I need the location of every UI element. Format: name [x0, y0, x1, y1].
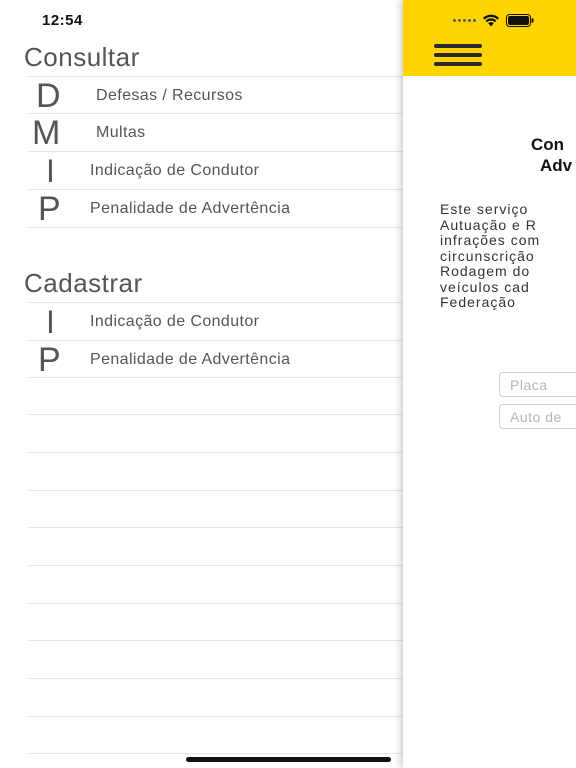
description-line: circunscrição: [440, 247, 535, 264]
menu-item-label: Multas: [96, 124, 146, 141]
menu-item-letter: D: [36, 77, 61, 115]
menu-item-label: Indicação de Condutor: [90, 313, 260, 330]
hamburger-icon[interactable]: [434, 44, 482, 70]
menu-empty-row: [28, 377, 403, 415]
menu-item-letter: P: [38, 341, 61, 379]
menu-item-label: Penalidade de Advertência: [90, 351, 291, 368]
menu-item-label: Defesas / Recursos: [96, 87, 243, 104]
service-description: [440, 202, 576, 311]
menu-item-cadastrar-indicacao[interactable]: [28, 302, 403, 340]
menu-item-consultar-penalidade[interactable]: [28, 189, 403, 227]
page-title-line: Con: [531, 135, 565, 154]
description-line: infrações com: [440, 232, 541, 248]
menu-empty-row: [28, 603, 403, 641]
menu-empty-row: [28, 527, 403, 565]
menu-item-consultar-multas[interactable]: [28, 113, 403, 151]
menu-item-letter: P: [38, 190, 61, 228]
home-indicator: [186, 757, 391, 762]
menu-item-letter: I: [46, 153, 55, 189]
description-line: veículos cad: [440, 278, 530, 295]
menu-item-letter: I: [46, 304, 55, 340]
placa-input[interactable]: [499, 372, 576, 397]
menu-item-cadastrar-penalidade[interactable]: [28, 340, 403, 378]
signal-icon: [453, 19, 476, 22]
section-title-consultar: Consultar: [24, 42, 140, 72]
description-line: Autuação e R: [440, 216, 537, 233]
menu-empty-row: [28, 490, 403, 528]
menu-empty-row: [28, 716, 403, 754]
menu-item-consultar-defesas[interactable]: [28, 76, 403, 114]
top-app-bar: [403, 0, 576, 76]
main-content: [403, 0, 576, 768]
menu-spacer-row: [28, 227, 403, 265]
menu-empty-row: [28, 414, 403, 452]
description-line: Este serviço: [440, 201, 529, 217]
menu-item-label: Indicação de Condutor: [90, 162, 260, 179]
section-title-cadastrar: Cadastrar: [24, 268, 143, 298]
menu-empty-row: [28, 452, 403, 490]
page-title: [531, 134, 576, 176]
wifi-icon: [482, 14, 500, 27]
menu-item-consultar-indicacao[interactable]: [28, 151, 403, 189]
battery-icon: [506, 14, 534, 27]
menu-item-letter: M: [32, 114, 61, 152]
menu-item-label: Penalidade de Advertência: [90, 200, 291, 217]
auto-infracao-input[interactable]: [499, 404, 576, 429]
menu-empty-row: [28, 678, 403, 716]
menu-empty-row: [28, 565, 403, 603]
page-title-line: Adv: [540, 156, 573, 175]
description-line: Rodagem do: [440, 263, 531, 279]
description-line: Federação: [440, 294, 516, 310]
menu-empty-row: [28, 640, 403, 678]
status-time: 12:54: [42, 12, 83, 29]
status-icons: [453, 12, 534, 28]
